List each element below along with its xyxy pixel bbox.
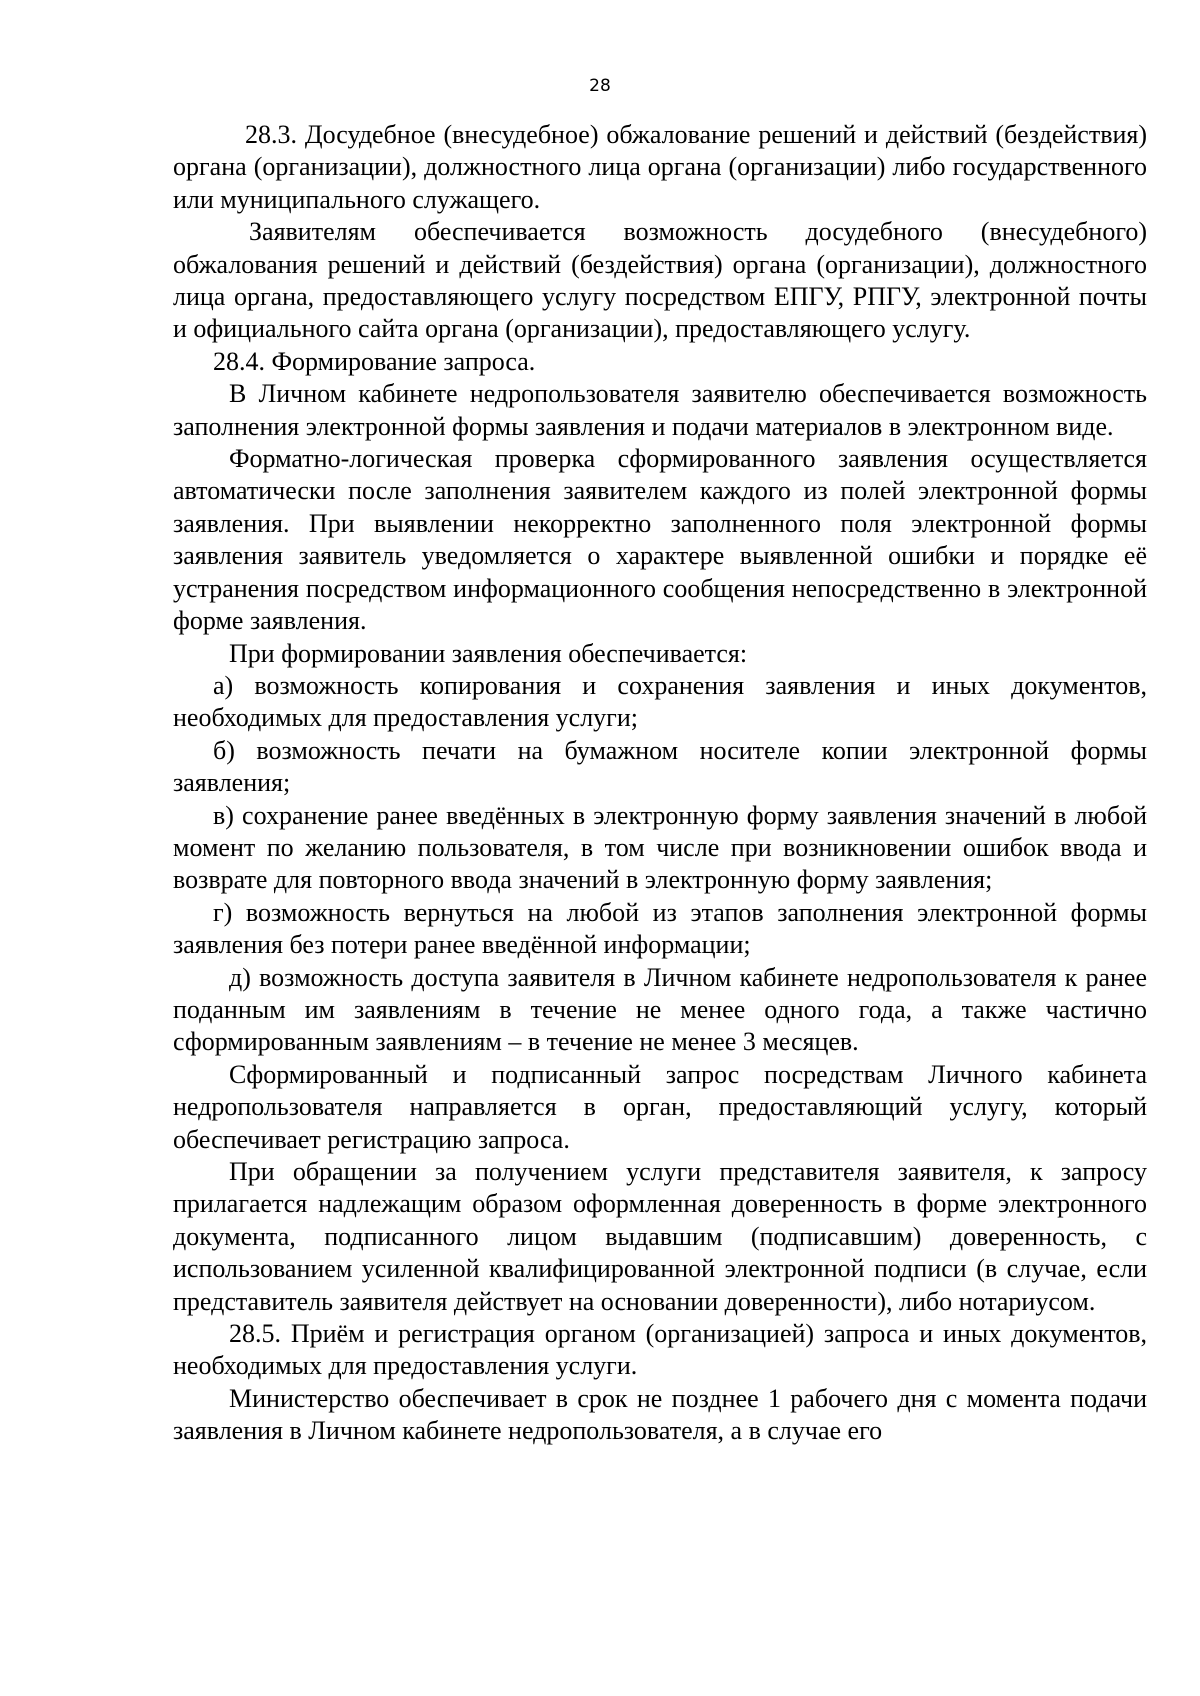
section-28-3-heading: 28.3. Досудебное (внесудебное) обжалование решений и действий (бездействия) органа (организации), должностного лица органа (организации) либо государственного или муниципального служащего. — [173, 120, 1147, 214]
section-28-4-heading: 28.4. Формирование запроса. — [213, 346, 536, 376]
paragraph-appeal-rights: Заявителям обеспечивается возможность досудебного (внесудебного) обжалования решений и действий (бездействия) органа (организации), должностного лица органа, предоставляющего услугу посредством ЕПГУ, РПГУ, электронной почты и официального сайта органа (организации), предоставляющего услугу. — [173, 217, 1147, 344]
list-item-a: а) возможность копирования и сохранения заявления и иных документов, необходимых для предоставления услуги; — [173, 670, 1147, 733]
paragraph-ministry: Министерство обеспечивает в срок не позднее 1 рабочего дня с момента подачи заявления в Личном кабинете недропользователя, а в случае его — [173, 1383, 1147, 1446]
page-number: 28 — [589, 76, 611, 96]
list-item-b: б) возможность печати на бумажном носителе копии электронной формы заявления; — [173, 735, 1147, 798]
list-item-g: г) возможность вернуться на любой из этапов заполнения электронной формы заявления без потери ранее введённой информации; — [173, 897, 1147, 960]
paragraph-representative: При обращении за получением услуги представителя заявителя, к запросу прилагается надлежащим образом оформленная доверенность в форме электронного документа, подписанного лицом выдавшим (подписавшим) доверенность, с использованием усиленной квалифицированной электронной подписи (в случае, если представитель заявителя действует на основании доверенности), либо нотариусом. — [173, 1157, 1147, 1316]
paragraph-format-check: Форматно-логическая проверка сформированного заявления осуществляется автоматически после заполнения заявителем каждого из полей электронной формы заявления. При выявлении некорректно заполненного поля электронной формы заявления заявитель уведомляется о характере выявленной ошибки и порядке её устранения посредством информационного сообщения непосредственно в электронной форме заявления. — [173, 444, 1147, 636]
document-body — [173, 119, 1147, 1448]
paragraph-signed-request: Сформированный и подписанный запрос посредствам Личного кабинета недропользователя направляется в орган, предоставляющий услугу, который обеспечивает регистрацию запроса. — [173, 1059, 1147, 1154]
list-item-v: в) сохранение ранее введённых в электронную форму заявления значений в любой момент по желанию пользователя, в том числе при возникновении ошибок ввода и возврате для повторного ввода значений в электронную форму заявления; — [173, 800, 1147, 895]
section-28-5-heading: 28.5. Приём и регистрация органом (организацией) запроса и иных документов, необходимых для предоставления услуги. — [173, 1319, 1147, 1381]
list-item-d: д) возможность доступа заявителя в Личном кабинете недропользователя к ранее поданным им заявлениям в течение не менее одного года, а также частично сформированным заявлениям – в течение не менее 3 месяцев. — [173, 962, 1147, 1057]
paragraph-form-provisions: При формировании заявления обеспечивается: — [229, 638, 748, 668]
paragraph-personal-cabinet: В Личном кабинете недропользователя заявителю обеспечивается возможность заполнения электронной формы заявления и подачи материалов в электронном виде. — [173, 379, 1147, 441]
